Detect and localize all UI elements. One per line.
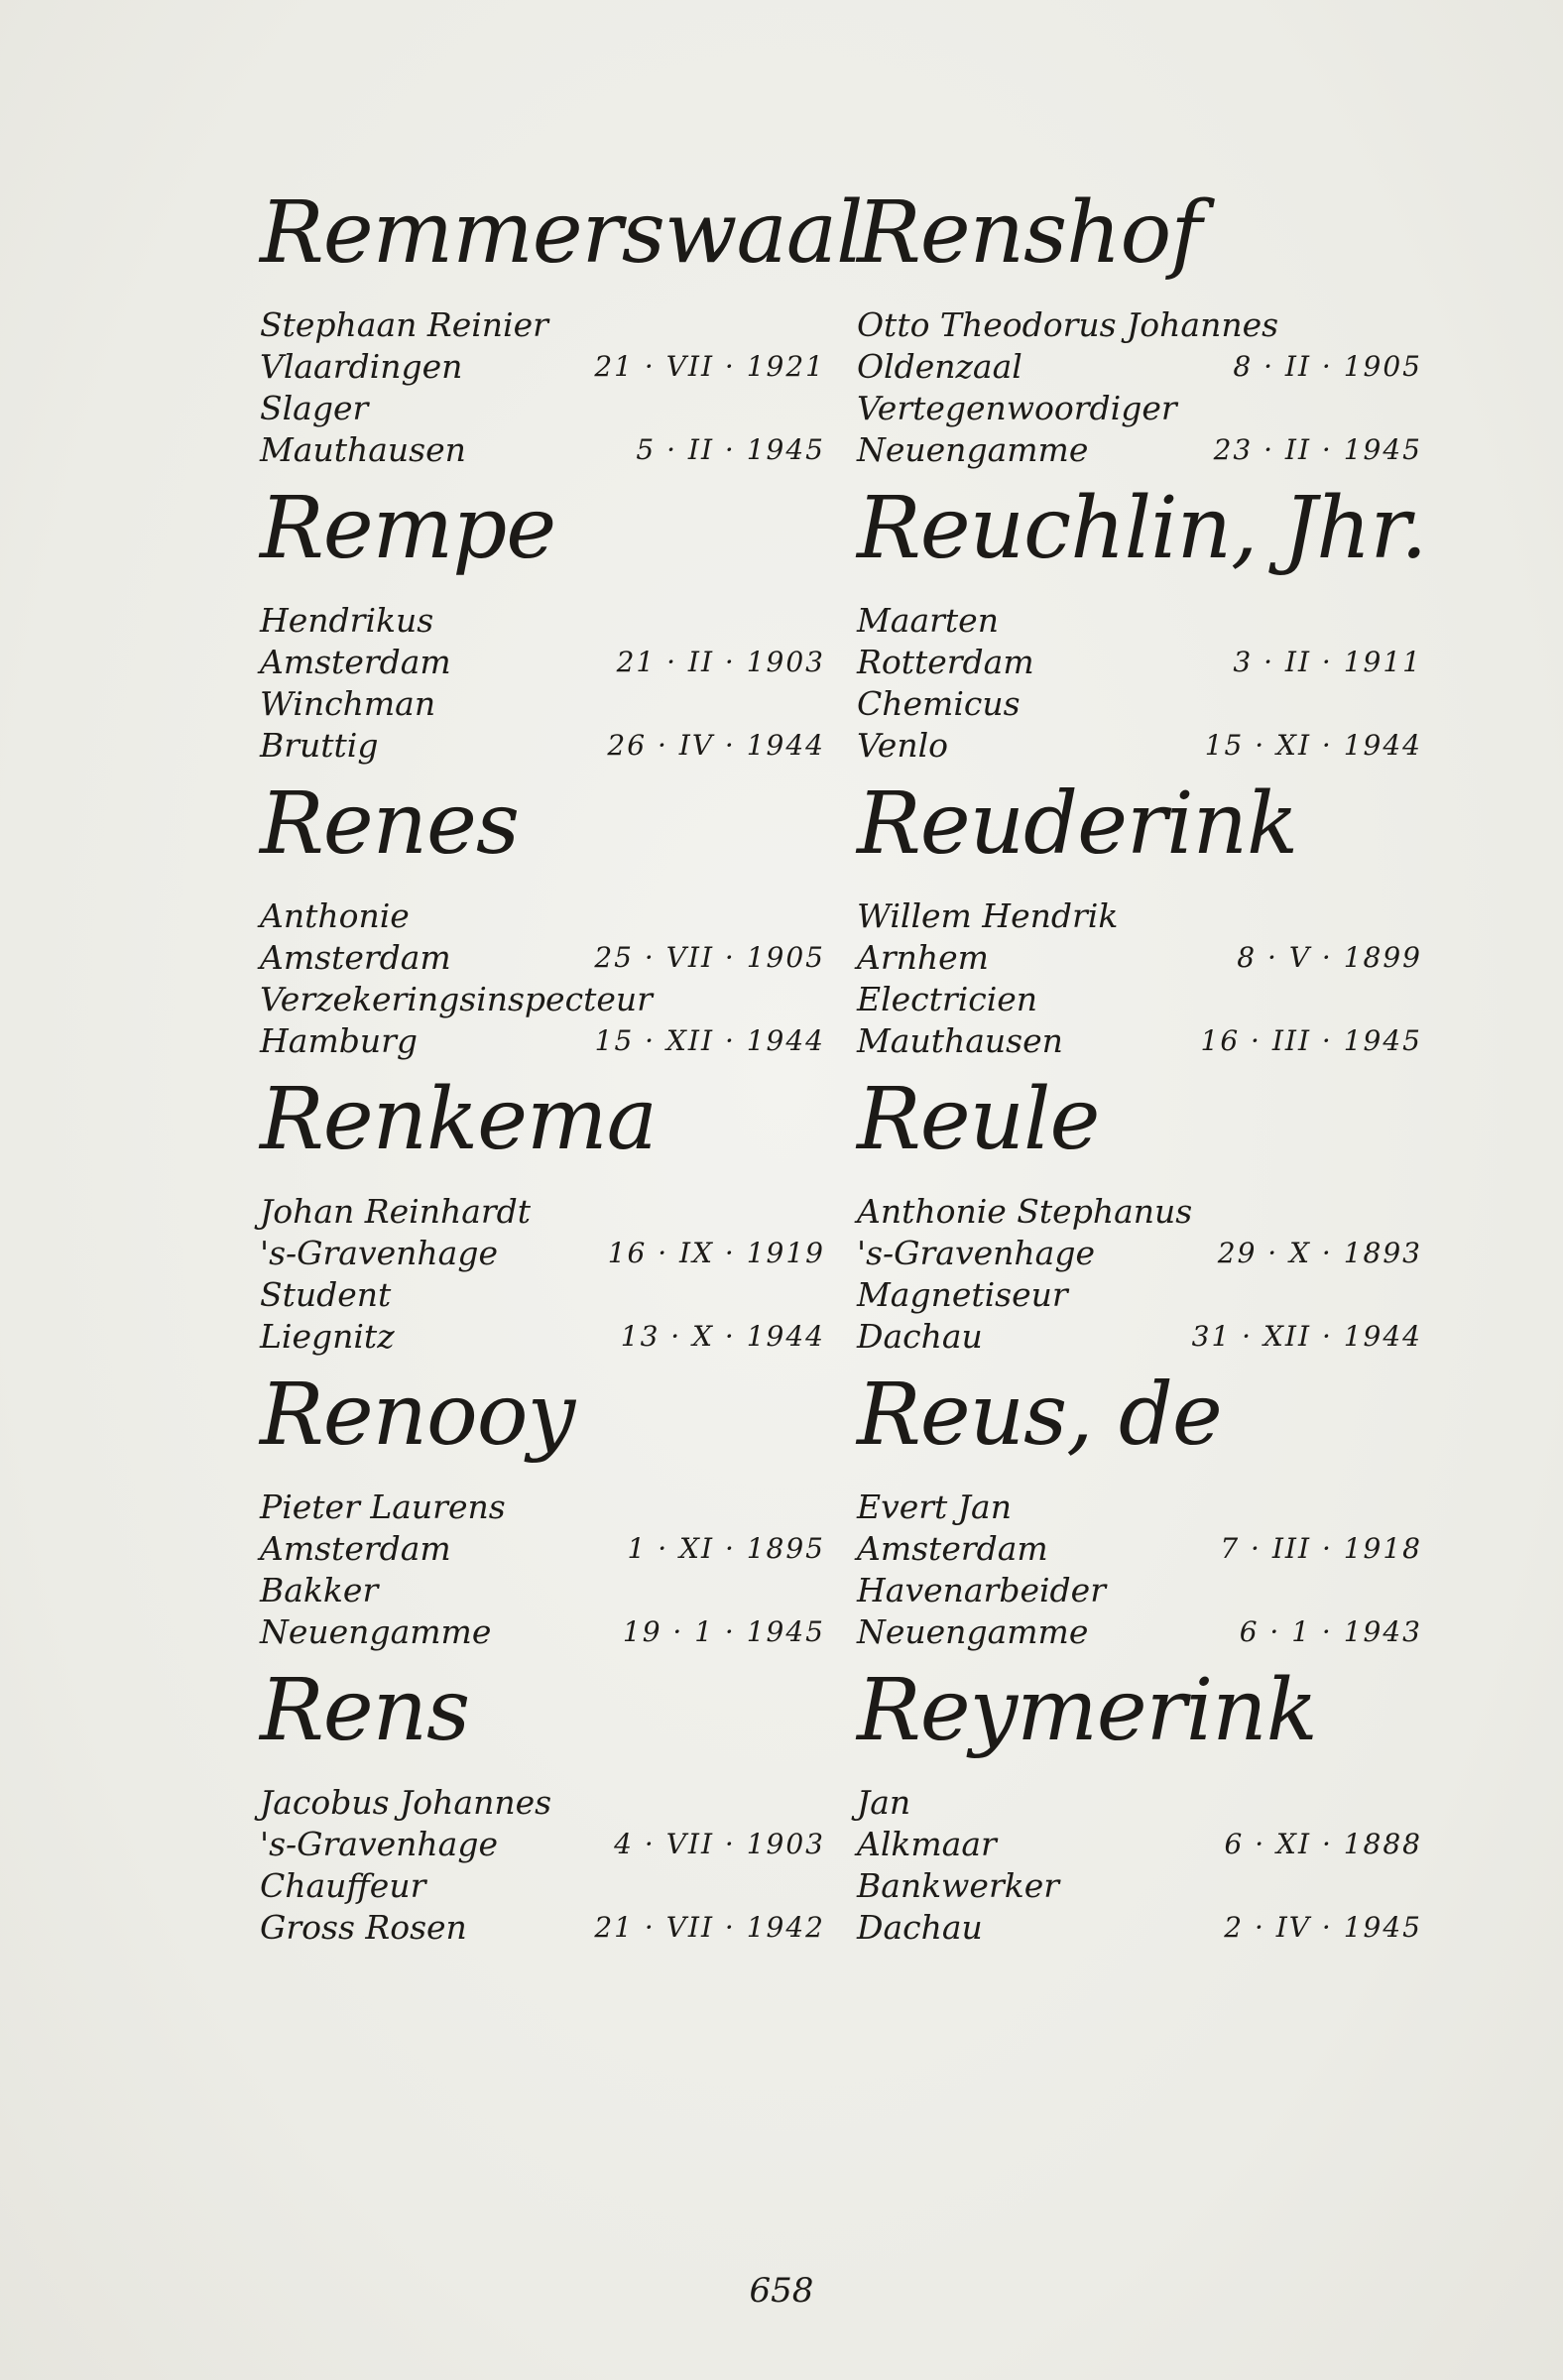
surname: Renooy [260,1366,575,1465]
death-row [260,1907,825,1949]
death-date: 15 · XI · 1944 [1204,729,1422,762]
register-entry [857,1661,1422,1957]
death-row [857,1020,1422,1062]
birth-place: Amsterdam [260,643,451,681]
birth-place: Amsterdam [857,1529,1048,1568]
occupation: Student [260,1275,392,1314]
birth-row [857,642,1422,683]
occupation-row [260,1274,825,1316]
birth-date: 8 · V · 1899 [1237,941,1422,974]
surname: Remmerswaal [260,183,863,283]
death-place: Liegnitz [260,1317,395,1356]
given-names-row [857,304,1422,346]
birth-row [857,1233,1422,1274]
given-names-row [857,895,1422,937]
birth-date: 8 · II · 1905 [1233,350,1422,383]
occupation-row [260,979,825,1020]
birth-row [260,1528,825,1570]
death-row [857,725,1422,767]
birth-row [857,1824,1422,1865]
death-date: 5 · II · 1945 [636,433,825,466]
birth-row [260,346,825,388]
birth-place: Amsterdam [260,938,451,977]
given-names: Jacobus Johannes [260,1783,552,1822]
register-entry [260,479,825,774]
given-names-row [857,1191,1422,1233]
occupation-row [857,979,1422,1020]
register-entry [857,1366,1422,1661]
given-names: Hendrikus [260,601,434,640]
death-row [260,429,825,471]
birth-place: Arnhem [857,938,989,977]
surname: Rens [260,1661,470,1760]
birth-date: 6 · XI · 1888 [1224,1828,1422,1860]
surname: Reuchlin, Jhr. [857,479,1427,578]
register-entry [260,774,825,1070]
surname: Reymerink [857,1661,1317,1760]
register-entry [857,183,1422,479]
right-column [857,183,1427,1957]
death-date: 13 · X · 1944 [620,1320,825,1353]
page-number: 658 [749,2271,814,2311]
occupation-row [857,1274,1422,1316]
register-entry [260,183,863,479]
birth-date: 29 · X · 1893 [1217,1237,1422,1269]
occupation: Bankwerker [857,1866,1060,1905]
given-names: Pieter Laurens [260,1488,506,1526]
death-row [260,1316,825,1358]
surname: Rempe [260,479,556,578]
surname: Reus, de [857,1366,1222,1465]
given-names: Anthonie Stephanus [857,1192,1193,1231]
birth-row [260,642,825,683]
death-row [857,1907,1422,1949]
birth-row [857,937,1422,979]
death-date: 31 · XII · 1944 [1191,1320,1422,1353]
given-names-row [260,1487,825,1528]
given-names-row [260,1782,825,1824]
death-place: Dachau [857,1908,983,1947]
birth-place: Oldenzaal [857,347,1022,386]
occupation: Chemicus [857,684,1021,723]
death-place: Neuengamme [857,1612,1089,1651]
birth-place: 's-Gravenhage [260,1234,498,1272]
birth-date: 16 · IX · 1919 [607,1237,825,1269]
given-names-row [260,600,825,642]
occupation-row [857,683,1422,725]
birth-date: 25 · VII · 1905 [594,941,825,974]
birth-place: Rotterdam [857,643,1034,681]
register-entry [260,1661,825,1957]
death-place: Hamburg [260,1021,419,1060]
death-place: Mauthausen [857,1021,1063,1060]
occupation: Verzekeringsinspecteur [260,980,653,1018]
death-place: Gross Rosen [260,1908,467,1947]
register-entry [857,479,1427,774]
death-row [260,725,825,767]
given-names: Maarten [857,601,999,640]
birth-row [260,1824,825,1865]
register-entry [857,774,1422,1070]
birth-place: 's-Gravenhage [857,1234,1095,1272]
occupation: Chauffeur [260,1866,426,1905]
given-names-row [857,600,1422,642]
death-place: Mauthausen [260,430,466,469]
given-names: Anthonie [260,896,410,935]
death-date: 15 · XII · 1944 [594,1024,825,1057]
birth-date: 4 · VII · 1903 [614,1828,825,1860]
death-date: 6 · 1 · 1943 [1239,1615,1422,1648]
occupation-row [260,1865,825,1907]
occupation: Vertegenwoordiger [857,389,1177,427]
birth-row [857,1528,1422,1570]
surname: Renes [260,774,520,874]
given-names-row [260,304,825,346]
occupation-row [260,683,825,725]
birth-row [260,1233,825,1274]
occupation-row [857,1570,1422,1611]
occupation: Bakker [260,1571,379,1609]
occupation-row [857,388,1422,429]
given-names-row [260,1191,825,1233]
death-row [260,1020,825,1062]
birth-place: Vlaardingen [260,347,463,386]
birth-place: Alkmaar [857,1825,997,1863]
birth-date: 1 · XI · 1895 [627,1532,825,1565]
birth-row [857,346,1422,388]
given-names: Evert Jan [857,1488,1012,1526]
given-names-row [857,1782,1422,1824]
occupation-row [260,1570,825,1611]
register-entry [260,1070,825,1366]
given-names: Otto Theodorus Johannes [857,305,1279,344]
death-date: 21 · VII · 1942 [594,1911,825,1944]
given-names: Willem Hendrik [857,896,1119,935]
register-entry [857,1070,1422,1366]
death-date: 19 · 1 · 1945 [622,1615,825,1648]
birth-date: 21 · II · 1903 [616,646,825,678]
death-place: Dachau [857,1317,983,1356]
given-names: Stephaan Reinier [260,305,548,344]
surname: Renshof [857,183,1202,283]
given-names: Johan Reinhardt [260,1192,532,1231]
death-date: 26 · IV · 1944 [607,729,825,762]
given-names: Jan [857,1783,911,1822]
birth-place: Amsterdam [260,1529,451,1568]
death-row [857,1611,1422,1653]
occupation: Havenarbeider [857,1571,1106,1609]
surname: Reuderink [857,774,1298,874]
death-date: 2 · IV · 1945 [1224,1911,1422,1944]
birth-place: 's-Gravenhage [260,1825,498,1863]
birth-date: 21 · VII · 1921 [594,350,825,383]
death-date: 23 · II · 1945 [1213,433,1422,466]
birth-date: 3 · II · 1911 [1233,646,1422,678]
occupation: Winchman [260,684,436,723]
death-date: 16 · III · 1945 [1200,1024,1422,1057]
death-row [857,1316,1422,1358]
death-place: Neuengamme [260,1612,492,1651]
occupation: Electricien [857,980,1038,1018]
given-names-row [857,1487,1422,1528]
death-place: Neuengamme [857,430,1089,469]
surname: Reule [857,1070,1100,1169]
occupation-row [857,1865,1422,1907]
given-names-row [260,895,825,937]
birth-date: 7 · III · 1918 [1220,1532,1422,1565]
surname: Renkema [260,1070,657,1169]
birth-row [260,937,825,979]
occupation: Slager [260,389,369,427]
death-row [857,429,1422,471]
death-row [260,1611,825,1653]
left-column [260,183,863,1957]
register-entry [260,1366,825,1661]
death-place: Venlo [857,726,949,765]
occupation-row [260,388,825,429]
occupation: Magnetiseur [857,1275,1068,1314]
death-place: Bruttig [260,726,379,765]
